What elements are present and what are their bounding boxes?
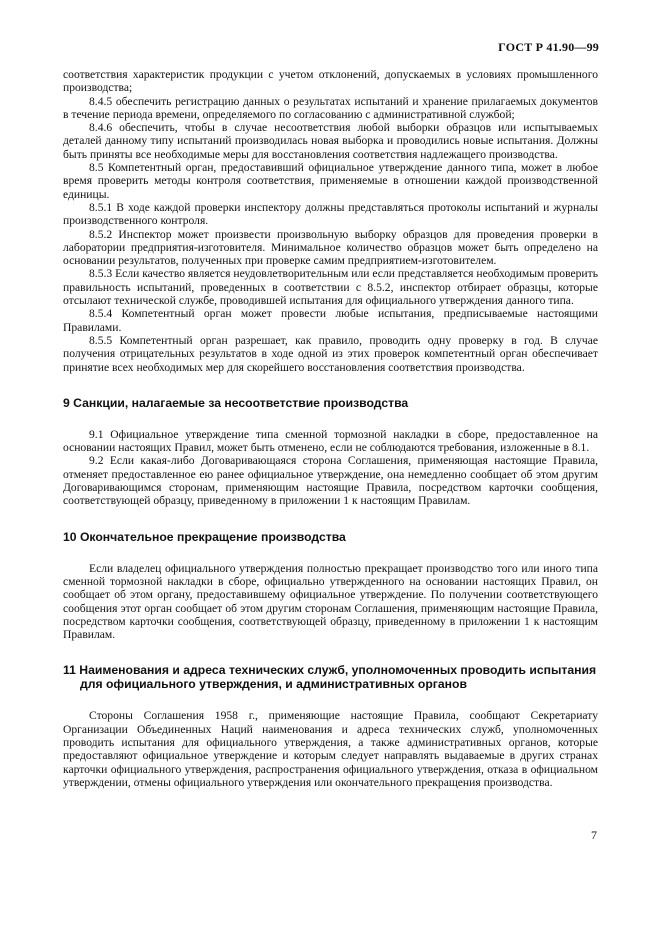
document-body: [63, 68, 598, 789]
paragraph-8-5-2: 8.5.2 Инспектор может произвести произвольную выборку образцов для проведения проверки в лаборатории предприятия-изготовителя. Минимальное количество образцов может быть определено на основании результатов, полученных при проверке самим предприятием-изготовителем.: [63, 227, 598, 268]
paragraph-8-5-5: 8.5.5 Компетентный орган разрешает, как правило, проводить одну проверку в год. В случае получения отрицательных результатов в ходе одной из этих проверок компетентный орган обеспечивает принятие всех необходимых мер для скорейшего восстановления соответствия производства.: [63, 333, 598, 374]
paragraph-8-5-3: 8.5.3 Если качество является неудовлетворительным или если представляется необходимым проверить правильность испытаний, проведенных в соответствии с 8.5.2, инспектор отбирает образцы, которые отсылают технической службе, проводившей испытания для официального утверждения данного типа.: [63, 267, 598, 308]
paragraph-8-5: 8.5 Компетентный орган, предоставивший официальное утверждение данного типа, может в любое время проверить методы контроля соответствия, применяемые в отношении каждой производственной единицы.: [63, 161, 598, 201]
paragraph: соответствия характеристик продукции с учетом отклонений, допускаемых в условиях промышленного производства;: [63, 68, 598, 95]
section-10-heading: 10 Окончательное прекращение производства: [63, 529, 346, 544]
paragraph-11: Стороны Соглашения 1958 г., применяющие настоящие Правила, сообщают Секретариату Организации Объединенных Наций наименования и адреса технических служб, уполномоченных проводить испытания для официального утверждения, а также административных органов, которые предоставляют официальное утверждение и которым следует направлять выдаваемые в других странах карточки официального утверждения, распространения официального утверждения, отказа в официальном утверждении, отмены официального утверждения или окончательного прекращения производства.: [63, 709, 598, 789]
paragraph-8-4-5: 8.4.5 обеспечить регистрацию данных о результатах испытаний и хранение прилагаемых документов в течение периода времени, определяемого по согласованию с административной службой;: [63, 94, 598, 121]
paragraph-9-2: 9.2 Если какая-либо Договаривающаяся сторона Соглашения, применяющая настоящие Правила, отменяет предоставленное ею ранее официальное утверждение, она немедленно сообщает об этом другим Договаривающимся сторонам, применяющим настоящие Правила, посредством карточки сообщения, соответствующей образцу, приведенному в приложении 1 к настоящим Правилам.: [63, 454, 598, 508]
section-11-heading: 11 Наименования и адреса технических служб, уполномоченных проводить испытания для официального утверждения, и административных органов: [63, 663, 597, 692]
paragraph-8-4-6: 8.4.6 обеспечить, чтобы в случае несоответствия любой выборки образцов или испытываемых деталей данному типу испытаний производилась новая выборка и проводились новые испытания. Должны быть приняты все необходимые меры для восстановления соответствия надлежащего производства.: [63, 121, 598, 161]
paragraph-9-1: 9.1 Официальное утверждение типа сменной тормозной накладки в сборе, предоставленное на основании настоящих Правил, может быть отменено, если не соблюдаются требования, изложенные в 8.1.: [63, 427, 598, 455]
paragraph-8-5-4: 8.5.4 Компетентный орган может провести любые испытания, предписываемые настоящими Правилами.: [63, 307, 598, 334]
section-9-heading: 9 Санкции, налагаемые за несоответствие производства: [63, 395, 409, 410]
paragraph-8-5-1: 8.5.1 В ходе каждой проверки инспектору должны представляться протоколы испытаний и журналы производственного контроля.: [63, 200, 598, 228]
document-code-header: ГОСТ Р 41.90—99: [498, 40, 599, 54]
paragraph-10: Если владелец официального утверждения полностью прекращает производство того или иного типа сменной тормозной накладки в сборе, официально утвержденного на основании настоящих Правил, он сообщает об этом органу, предоставившему официальное утверждение. По получении соответствующего сообщения этот орган сообщает об этом другим сторонам Соглашения, применяющим настоящие Правила, посредством карточки сообщения, соответствующей образцу, приведенному в приложении 1 к настоящим Правилам.: [63, 561, 598, 642]
page-number: 7: [591, 828, 597, 842]
